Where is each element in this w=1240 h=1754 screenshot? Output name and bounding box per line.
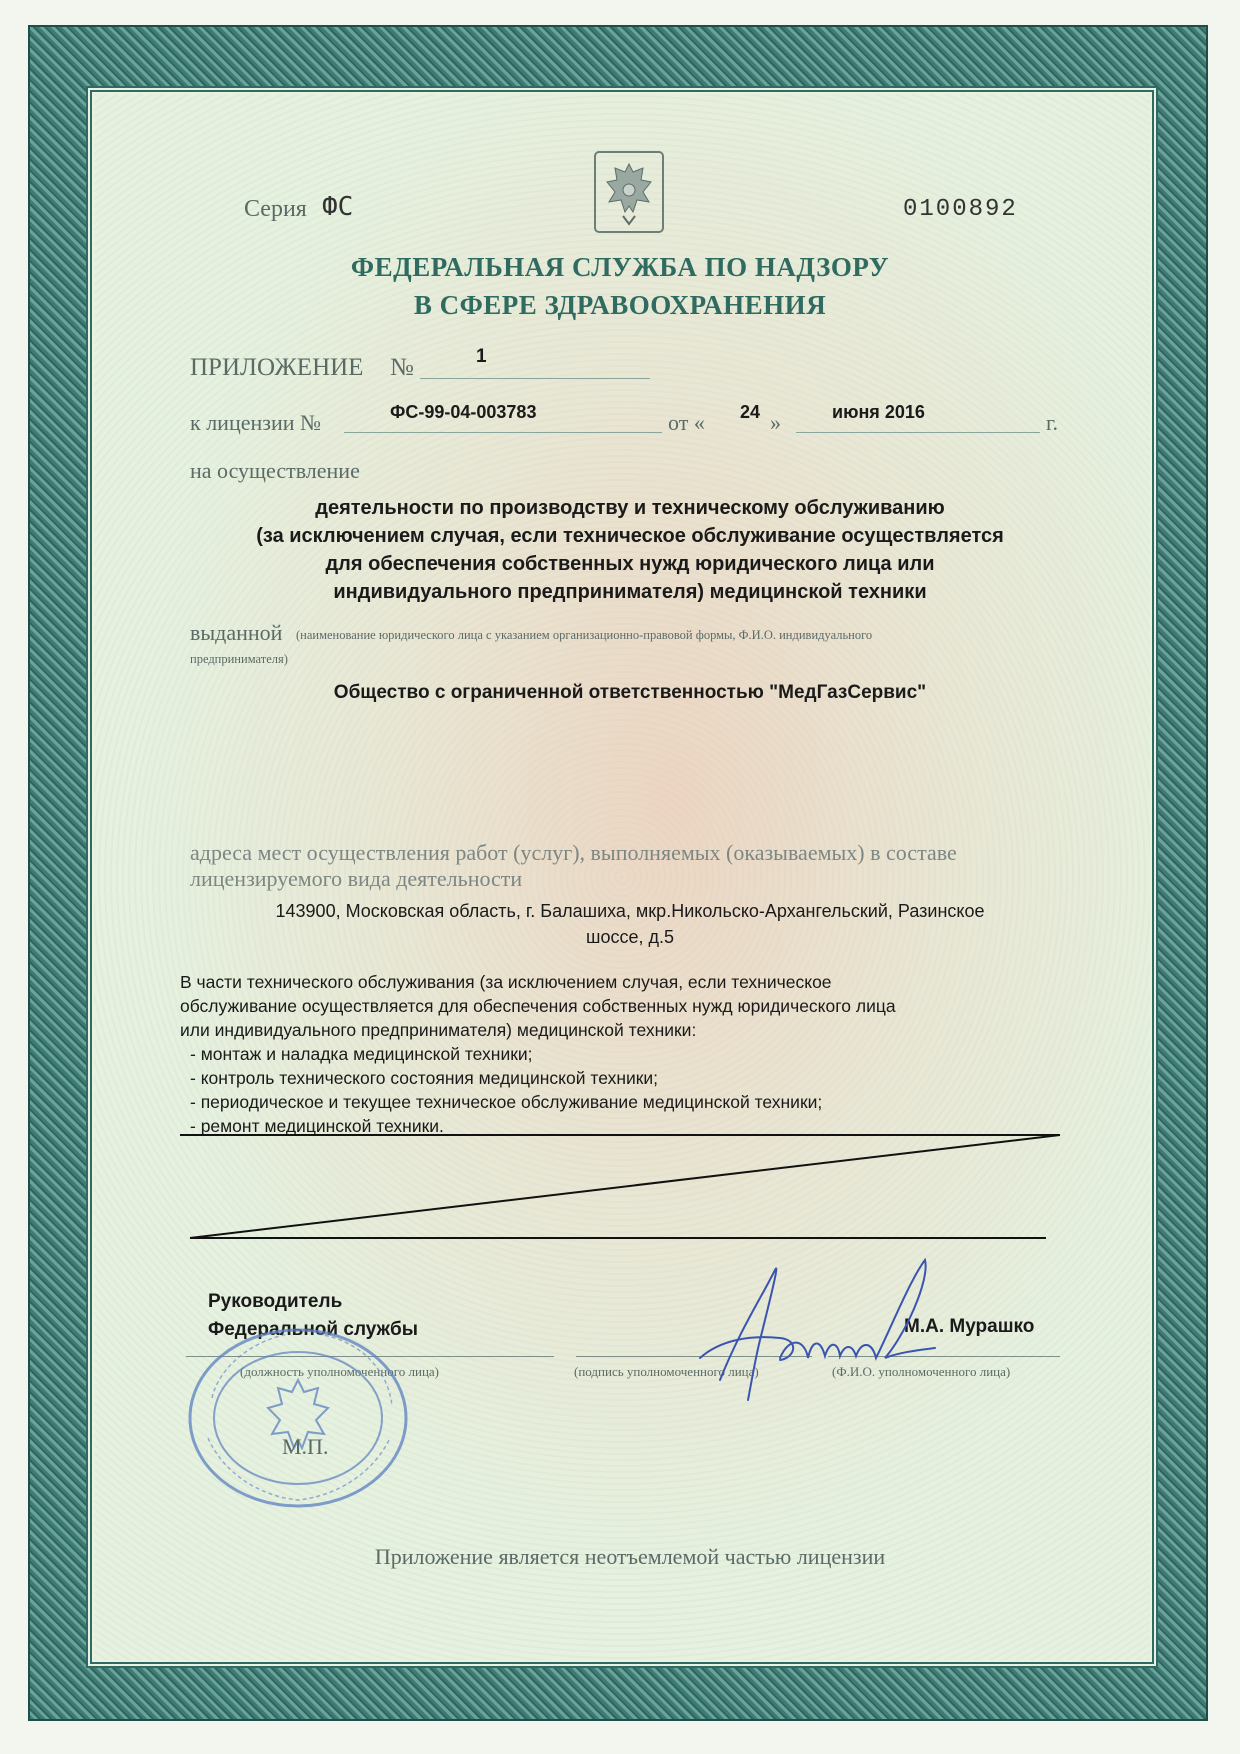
stamp-place-label: М.П. [282,1434,329,1459]
date-quote-close: » [770,410,781,435]
year-suffix: г. [1046,410,1059,435]
appendix-no-sign: № [390,354,414,381]
activity-line: для обеспечения собственных нужд юридического лица или [325,553,935,575]
company-name: Общество с ограниченной ответственностью "МедГазСервис" [333,682,927,703]
license-month-year: июня 2016 [832,402,925,422]
activity-line: (за исключением случая, если техническое обслуживание осуществляется [256,525,1004,547]
license-day: 24 [740,402,761,422]
details-item: - контроль технического состояния медицинской техники; [190,1068,659,1088]
date-from-label: от « [668,410,705,435]
address-label-line1: адреса мест осуществления работ (услуг), выполняемых (оказываемых) в составе [190,840,957,865]
details-intro-line: В части технического обслуживания (за исключением случая, если техническое [180,972,832,992]
series-value: ФС [322,192,354,222]
appendix-number: 1 [476,346,487,367]
footer-note: Приложение является неотъемлемой частью лицензии [374,1544,886,1569]
signer-name: М.А. Мурашко [904,1316,1035,1337]
caption-signature: (подпись уполномоченного лица) [574,1364,759,1379]
license-label: к лицензии № [190,410,321,435]
series-label: Серия [244,196,307,222]
issued-note-continued: предпринимателя) [190,652,288,666]
details-item: - ремонт медицинской техники. [190,1116,444,1136]
agency-heading-line1: ФЕДЕРАЛЬНАЯ СЛУЖБА ПО НАДЗОРУ [350,252,890,282]
details-item: - монтаж и наладка медицинской техники; [190,1044,533,1064]
signer-position-line: Федеральной службы [208,1319,418,1340]
activity-line: деятельности по производству и техническому обслуживанию [315,497,945,519]
address-label-line2: лицензируемого вида деятельности [190,866,523,891]
form-number: 0100892 [903,196,1018,223]
activity-line: индивидуального предпринимателя) медицинской техники [333,581,927,603]
agency-heading-line2: В СФЕРЕ ЗДРАВООХРАНЕНИЯ [413,290,827,320]
address-line: шоссе, д.5 [586,927,674,947]
details-intro-line: обслуживание осуществляется для обеспечения собственных нужд юридического лица [180,996,896,1016]
issued-label: выданной [190,620,283,645]
details-intro-line: или индивидуального предпринимателя) медицинской техники: [180,1020,697,1040]
appendix-label: ПРИЛОЖЕНИЕ [190,354,364,381]
address-line: 143900, Московская область, г. Балашиха, мкр.Никольско-Архангельский, Разинское [275,901,985,921]
caption-name: (Ф.И.О. уполномоченного лица) [832,1364,1011,1379]
signer-position-line: Руководитель [208,1291,343,1312]
official-stamp [178,1310,428,1510]
handwritten-signature [680,1240,980,1410]
issued-note: (наименование юридического лица с указанием организационно-правовой формы, Ф.И.О. индивидуального [296,628,873,642]
license-number: ФС-99-04-003783 [390,402,537,422]
purpose-label: на осуществление [190,458,360,483]
details-item: - периодическое и текущее техническое обслуживание медицинской техники; [190,1092,823,1112]
caption-position: (должность уполномоченного лица) [240,1364,440,1379]
